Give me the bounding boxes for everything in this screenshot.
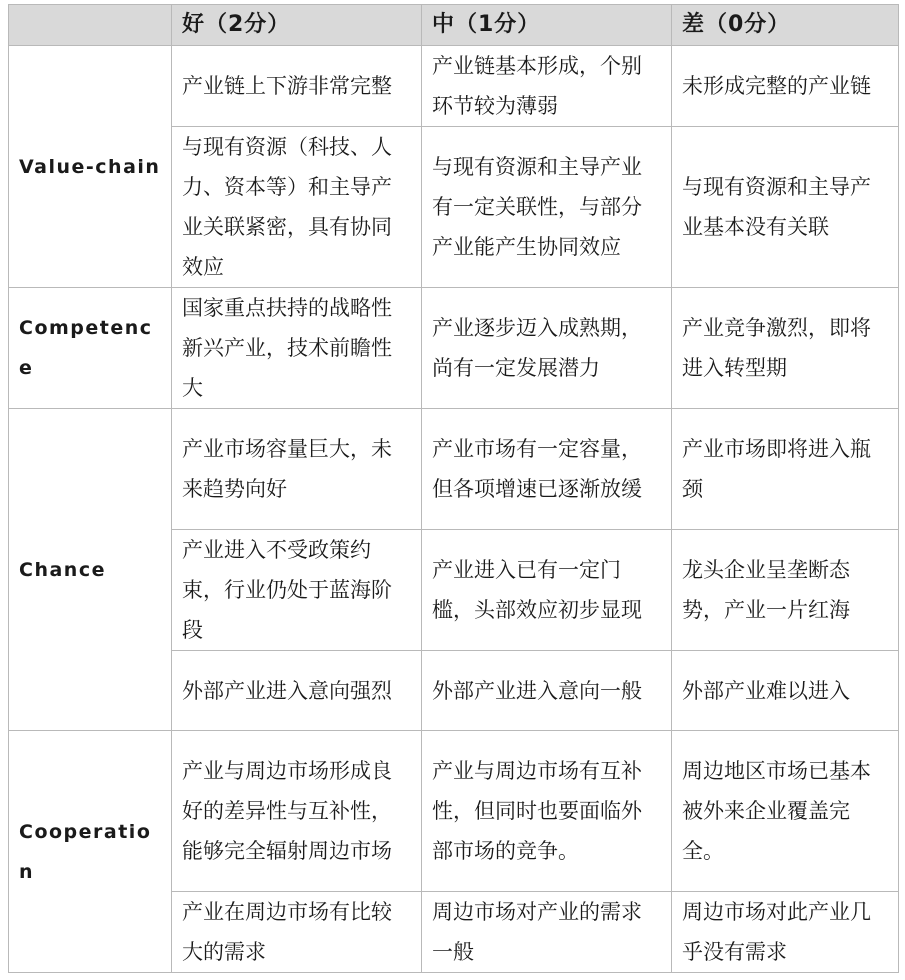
cell-medium: 产业市场有一定容量，但各项增速已逐渐放缓 [422, 409, 672, 530]
cell-medium: 外部产业进入意向一般 [422, 651, 672, 731]
cell-medium: 与现有资源和主导产业有一定关联性，与部分产业能产生协同效应 [422, 127, 672, 288]
dimension-chance: Chance [9, 409, 172, 731]
cell-poor: 产业竞争激烈，即将进入转型期 [672, 288, 899, 409]
table-row [9, 731, 899, 892]
dimension-cooperation: Cooperation [9, 731, 172, 973]
scoring-table [8, 4, 899, 973]
header-row [9, 5, 899, 46]
cell-good: 产业与周边市场形成良好的差异性与互补性，能够完全辐射周边市场 [172, 731, 422, 892]
dimension-value-chain: Value-chain [9, 46, 172, 288]
table-row [9, 288, 899, 409]
cell-medium: 产业链基本形成，个别环节较为薄弱 [422, 46, 672, 127]
table-row [9, 46, 899, 127]
cell-poor: 与现有资源和主导产业基本没有关联 [672, 127, 899, 288]
cell-medium: 产业与周边市场有互补性，但同时也要面临外部市场的竞争。 [422, 731, 672, 892]
cell-poor: 外部产业难以进入 [672, 651, 899, 731]
cell-poor: 周边地区市场已基本被外来企业覆盖完全。 [672, 731, 899, 892]
cell-good: 产业链上下游非常完整 [172, 46, 422, 127]
cell-good: 产业进入不受政策约束，行业仍处于蓝海阶段 [172, 530, 422, 651]
cell-good: 外部产业进入意向强烈 [172, 651, 422, 731]
header-good: 好（2分） [172, 5, 422, 46]
table-row [9, 409, 899, 530]
cell-poor: 产业市场即将进入瓶颈 [672, 409, 899, 530]
dimension-competence: Competence [9, 288, 172, 409]
cell-poor: 未形成完整的产业链 [672, 46, 899, 127]
cell-medium: 产业逐步迈入成熟期，尚有一定发展潜力 [422, 288, 672, 409]
cell-good: 产业在周边市场有比较大的需求 [172, 892, 422, 973]
header-corner [9, 5, 172, 46]
cell-medium: 周边市场对产业的需求一般 [422, 892, 672, 973]
cell-good: 产业市场容量巨大，未来趋势向好 [172, 409, 422, 530]
cell-good: 国家重点扶持的战略性新兴产业，技术前瞻性大 [172, 288, 422, 409]
cell-medium: 产业进入已有一定门槛，头部效应初步显现 [422, 530, 672, 651]
header-medium: 中（1分） [422, 5, 672, 46]
cell-poor: 周边市场对此产业几乎没有需求 [672, 892, 899, 973]
header-poor: 差（0分） [672, 5, 899, 46]
cell-poor: 龙头企业呈垄断态势，产业一片红海 [672, 530, 899, 651]
cell-good: 与现有资源（科技、人力、资本等）和主导产业关联紧密，具有协同效应 [172, 127, 422, 288]
